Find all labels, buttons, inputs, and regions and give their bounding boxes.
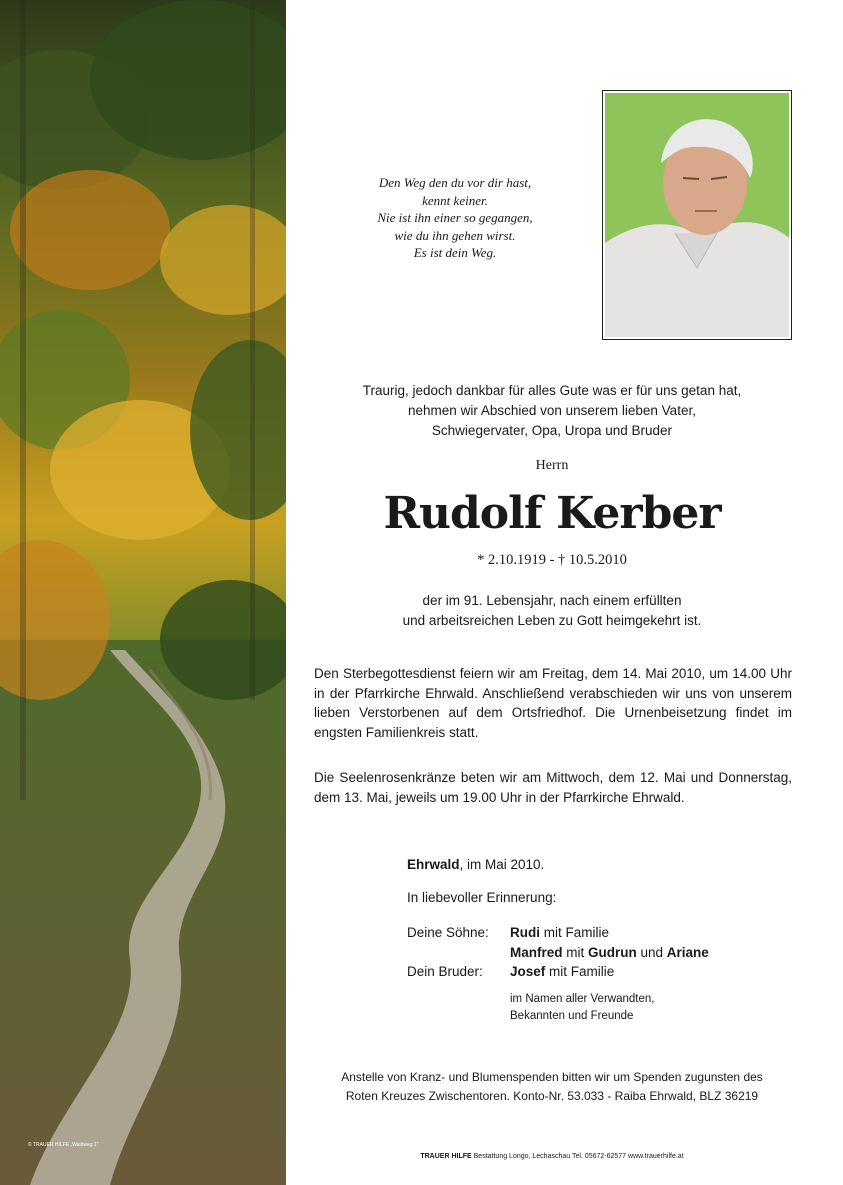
- poem: [330, 174, 580, 262]
- forest-path-image: [0, 0, 286, 1185]
- age-text: [300, 591, 804, 631]
- footer-imprint: [300, 1153, 804, 1160]
- member-name: Josef: [510, 964, 546, 979]
- deceased-portrait: [602, 90, 792, 340]
- on-behalf-text: [510, 991, 654, 1025]
- salutation: Herrn: [535, 458, 569, 473]
- portrait-illustration: [605, 93, 789, 337]
- intro-line: Traurig, jedoch dankbar für alles Gute was er für uns getan hat,: [362, 383, 742, 398]
- member-rest: mit Familie: [540, 925, 610, 940]
- donation-request: [300, 1068, 804, 1106]
- member-name: Manfred: [510, 944, 563, 960]
- relation-label-empty: [407, 943, 510, 963]
- family-row: [407, 962, 709, 982]
- poem-line: Nie ist ihn einer so gegangen,: [377, 210, 533, 225]
- behalf-line: Bekannten und Freunde: [510, 1010, 634, 1022]
- member-rest: und: [636, 944, 667, 960]
- footer-details: Bestattung Longo, Lechaschau Tel. 05672-62577 www.trauerhilfe.at: [471, 1153, 684, 1160]
- member-rest: mit Familie: [545, 964, 615, 979]
- rosary-paragraph: Die Seelenrosenkränze beten wir am Mittwoch, dem 12. Mai und Donnerstag, dem 13. Mai, jeweils um 19.00 Uhr in der Pfarrkirche Ehrwald.: [314, 770, 792, 805]
- intro-text: [300, 381, 804, 441]
- age-line: der im 91. Lebensjahr, nach einem erfüllten: [422, 593, 682, 608]
- footer-brand: TRAUER HILFE: [420, 1153, 472, 1160]
- member-child: Ariane: [666, 944, 709, 960]
- family-member: [510, 943, 709, 963]
- forest-path-illustration: [0, 0, 286, 1185]
- relation-label: Deine Söhne:: [407, 925, 489, 940]
- family-row: [407, 923, 709, 943]
- relation-label: Dein Bruder:: [407, 964, 483, 979]
- poem-line: kennt keiner.: [422, 192, 488, 208]
- funeral-service-paragraph: Den Sterbegottesdienst feiern wir am Freitag, dem 14. Mai 2010, um 14.00 Uhr in der Pfarrkirche Ehrwald. Anschließend verabschieden wir uns von unserem lieben Verstorbenen auf dem Ortsfriedhof. Die Urnenbeisetzung findet im engsten Familienkreis statt.: [314, 666, 792, 740]
- place-date-rest: , im Mai 2010.: [459, 857, 545, 872]
- place-date: [407, 857, 544, 872]
- intro-line: nehmen wir Abschied von unserem lieben Vater,: [408, 403, 696, 418]
- family-list: [407, 923, 709, 982]
- image-copyright: © TRAUER HILFE „Waldweg 1“: [28, 1142, 99, 1148]
- intro-line: Schwiegervater, Opa, Uropa und Bruder: [431, 423, 673, 438]
- member-rest: mit: [562, 944, 589, 960]
- age-line: und arbeitsreichen Leben zu Gott heimgekehrt ist.: [402, 613, 702, 628]
- donation-line: Roten Kreuzes Zwischentoren. Konto-Nr. 53.033 - Raiba Ehrwald, BLZ 36219: [345, 1089, 759, 1103]
- donation-line: Anstelle von Kranz- und Blumenspenden bitten wir um Spenden zugunsten des: [341, 1070, 763, 1084]
- poem-line: wie du ihn gehen wirst.: [394, 227, 516, 243]
- poem-line: Den Weg den du vor dir hast,: [378, 175, 532, 190]
- life-dates: * 2.10.1919 - † 10.5.2010: [477, 552, 627, 568]
- poem-line: Es ist dein Weg.: [413, 245, 497, 260]
- member-partner: Gudrun: [588, 944, 637, 960]
- family-row: [407, 943, 709, 963]
- behalf-line: im Namen aller Verwandten,: [510, 993, 655, 1005]
- family-member: [510, 962, 614, 982]
- member-name: Rudi: [510, 925, 540, 940]
- deceased-name: Rudolf Kerber: [383, 488, 721, 539]
- family-member: [510, 923, 609, 943]
- memory-line: In liebevoller Erinnerung:: [407, 890, 557, 905]
- place-town: Ehrwald: [407, 857, 460, 872]
